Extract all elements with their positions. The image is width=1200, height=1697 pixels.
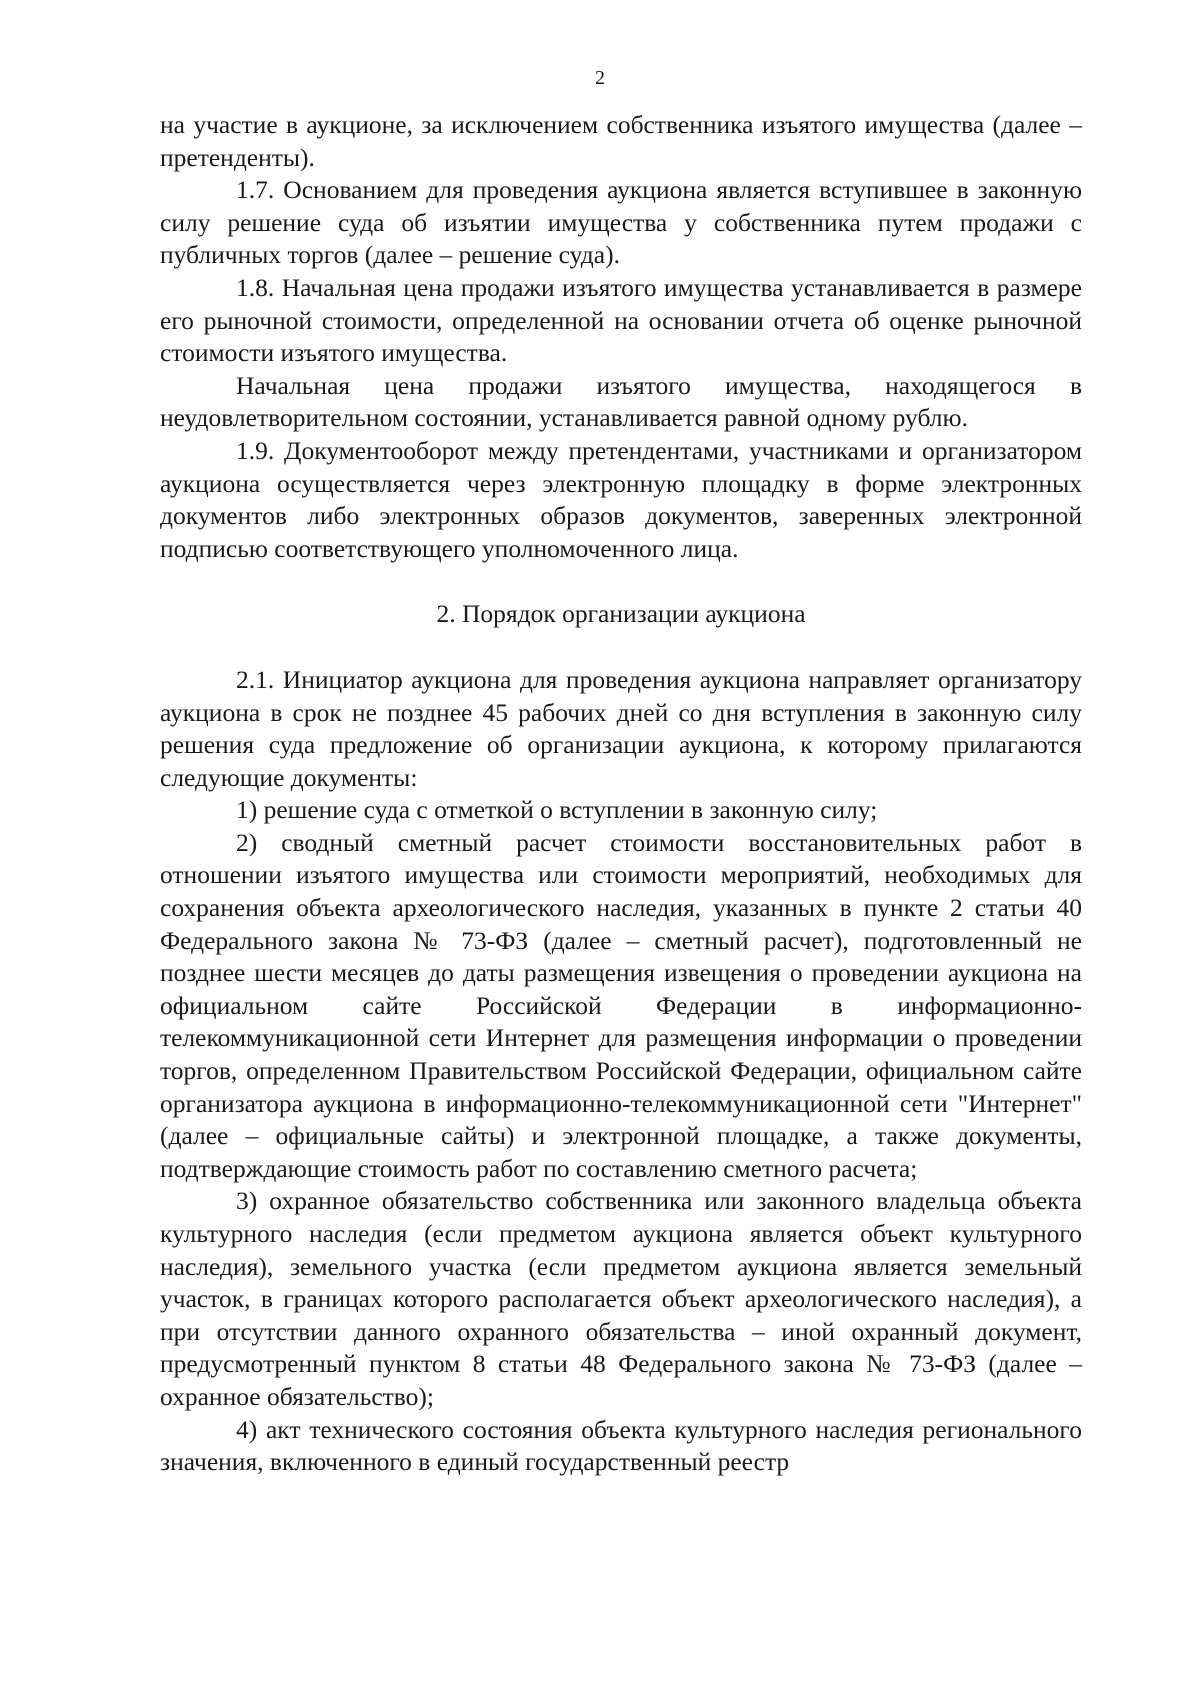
- list-item-2: 2) сводный сметный расчет стоимости восстановительных работ в отношении изъятого имущества или стоимости мероприятий, необходимых для сохранения объекта археологического наследия, указанных в пункте 2 статьи 40 Федерального закона № 73-ФЗ (далее – сметный расчет), подготовленный не позднее шести месяцев до даты размещения извещения о проведении аукциона на официальном сайте Российской Федерации в информационно-телекоммуникационной сети Интернет для размещения информации о проведении торгов, определенном Правительством Российской Федерации, официальном сайте организатора аукциона в информационно-телекоммуникационной сети "Интернет" (далее – официальные сайты) и электронной площадке, а также документы, подтверждающие стоимость работ по составлению сметного расчета;: [160, 827, 1082, 1183]
- page-number: 2: [595, 67, 605, 89]
- paragraph-1-8-price: Начальная цена продажи изъятого имущества, находящегося в неудовлетворительном состоянии, устанавливается равной одному рублю.: [160, 370, 1082, 433]
- paragraph-1-8: 1.8. Начальная цена продажи изъятого имущества устанавливается в размере его рыночной стоимости, определенной на основании отчета об оценке рыночной стоимости изъятого имущества.: [160, 272, 1082, 368]
- section-heading: 2. Порядок организации аукциона: [436, 599, 806, 629]
- document-body: [160, 109, 1082, 1479]
- paragraph-continuation: на участие в аукционе, за исключением собственника изъятого имущества (далее – претенденты).: [160, 110, 1082, 172]
- list-item-1: 1) решение суда с отметкой о вступлении в законную силу;: [236, 795, 878, 825]
- paragraph-2-1: 2.1. Инициатор аукциона для проведения аукциона направляет организатору аукциона в срок не позднее 45 рабочих дней со дня вступления в законную силу решения суда предложение об организации аукциона, к которому прилагаются следующие документы:: [160, 664, 1082, 792]
- paragraph-1-7: 1.7. Основанием для проведения аукциона является вступившее в законную силу решение суда об изъятии имущества у собственника путем продажи с публичных торгов (далее – решение суда).: [160, 175, 1082, 270]
- list-item-4: 4) акт технического состояния объекта культурного наследия регионального значения, включенного в единый государственный реестр: [160, 1414, 1082, 1477]
- list-item-3: 3) охранное обязательство собственника или законного владельца объекта культурного наследия (если предметом аукциона является объект культурного наследия), земельного участка (если предметом аукциона является земельный участок, в границах которого располагается объект археологического наследия), а при отсутствии данного охранного обязательства – иной охранный документ, предусмотренный пунктом 8 статьи 48 Федерального закона № 73-ФЗ (далее – охранное обязательство);: [160, 1186, 1082, 1411]
- paragraph-1-9: 1.9. Документооборот между претендентами, участниками и организатором аукциона осуществляется через электронную площадку в форме электронных документов либо электронных образов документов, заверенных электронной подписью соответствующего уполномоченного лица.: [160, 435, 1082, 563]
